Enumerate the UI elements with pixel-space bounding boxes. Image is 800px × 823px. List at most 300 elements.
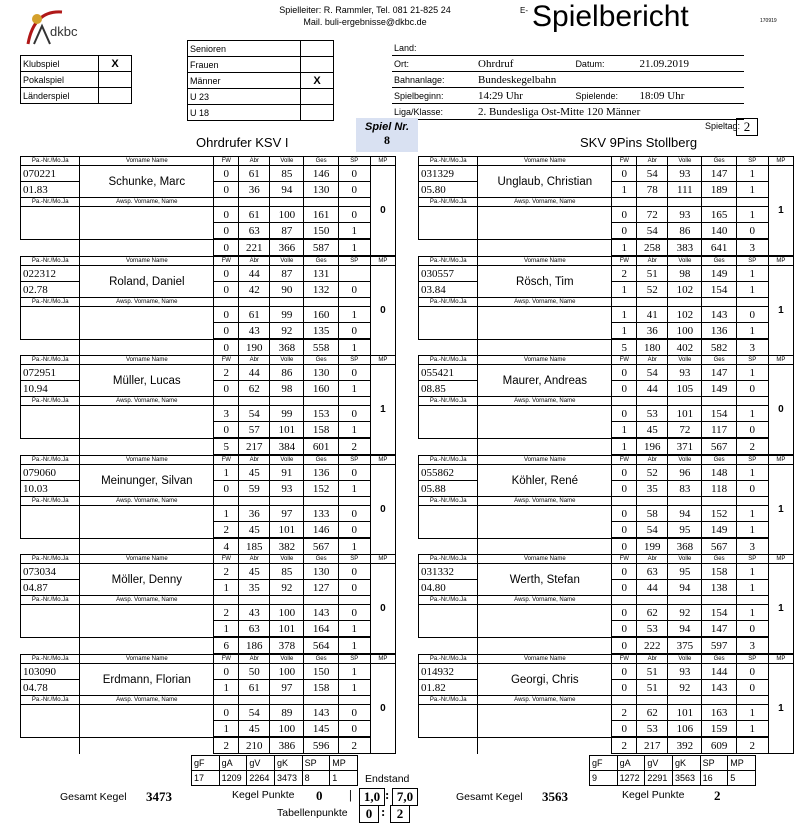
fw-cell[interactable]: 2 — [214, 365, 239, 381]
sp-cell[interactable]: 0 — [338, 166, 370, 182]
sp-cell[interactable]: 0 — [736, 223, 768, 240]
fw-cell[interactable]: 2 — [612, 266, 637, 282]
ges-cell[interactable]: 136 — [304, 465, 338, 481]
sp-cell[interactable]: 0 — [338, 207, 370, 223]
substitute-id[interactable] — [419, 406, 478, 439]
volle-cell[interactable]: 94 — [270, 182, 304, 198]
abr-cell[interactable]: 61 — [239, 166, 270, 182]
total-fw[interactable]: 0 — [612, 637, 637, 654]
ges-cell[interactable]: 130 — [304, 564, 338, 580]
ges-cell[interactable]: 147 — [702, 365, 736, 381]
bahn-value[interactable]: Bundeskegelbahn — [476, 72, 744, 88]
player-id[interactable]: 073034 — [21, 564, 80, 580]
abr-cell[interactable]: 51 — [637, 680, 668, 696]
volle-cell[interactable]: 102 — [668, 282, 702, 298]
category-mark[interactable]: X — [301, 73, 334, 89]
fw-cell[interactable]: 0 — [214, 223, 239, 240]
ges-cell[interactable]: 135 — [304, 323, 338, 340]
player-birth[interactable]: 03.84 — [419, 282, 478, 298]
ges-cell[interactable]: 158 — [304, 422, 338, 439]
total-ges[interactable]: 564 — [304, 637, 338, 654]
volle-cell[interactable]: 72 — [668, 422, 702, 439]
ges-cell[interactable]: 143 — [304, 705, 338, 721]
ges-cell[interactable]: 189 — [702, 182, 736, 198]
total-abr[interactable]: 196 — [637, 438, 668, 455]
total-ges[interactable]: 596 — [304, 737, 338, 754]
game-type-mark[interactable]: X — [99, 56, 132, 72]
abr-cell[interactable]: 72 — [637, 207, 668, 223]
total-sp[interactable]: 3 — [736, 538, 768, 555]
player-birth[interactable]: 08.85 — [419, 381, 478, 397]
sp-cell[interactable]: 0 — [338, 406, 370, 422]
fw-cell[interactable]: 0 — [612, 166, 637, 182]
ort-value[interactable]: Ohrdruf — [476, 56, 573, 72]
volle-cell[interactable]: 100 — [270, 664, 304, 680]
volle-cell[interactable]: 106 — [668, 721, 702, 738]
total-abr[interactable]: 190 — [239, 339, 270, 356]
total-abr[interactable]: 217 — [239, 438, 270, 455]
volle-cell[interactable]: 93 — [668, 365, 702, 381]
abr-cell[interactable]: 52 — [637, 282, 668, 298]
substitute-id[interactable] — [21, 406, 80, 439]
total-ges[interactable]: 567 — [304, 538, 338, 555]
volle-cell[interactable]: 95 — [668, 522, 702, 539]
total-volle[interactable]: 382 — [270, 538, 304, 555]
total-sp[interactable]: 2 — [338, 737, 370, 754]
fw-cell[interactable]: 1 — [214, 680, 239, 696]
mp-cell[interactable]: 1 — [768, 564, 793, 654]
player-id[interactable]: 079060 — [21, 465, 80, 481]
sp-cell[interactable]: 1 — [736, 323, 768, 340]
fw-cell[interactable]: 0 — [612, 580, 637, 596]
total-abr[interactable]: 258 — [637, 239, 668, 256]
player-id[interactable]: 055421 — [419, 365, 478, 381]
abr-cell[interactable]: 54 — [637, 223, 668, 240]
sp-cell[interactable]: 0 — [338, 522, 370, 539]
player-name[interactable]: Müller, Lucas — [80, 365, 214, 397]
sp-cell[interactable]: 1 — [338, 223, 370, 240]
volle-cell[interactable]: 100 — [270, 721, 304, 738]
ges-cell[interactable]: 143 — [702, 680, 736, 696]
sp-cell[interactable]: 1 — [736, 705, 768, 721]
volle-cell[interactable]: 105 — [668, 381, 702, 397]
total-ges[interactable]: 587 — [304, 239, 338, 256]
substitute-id[interactable] — [21, 207, 80, 240]
fw-cell[interactable]: 0 — [214, 705, 239, 721]
mp-cell[interactable]: 1 — [768, 664, 793, 754]
substitute-id[interactable] — [419, 307, 478, 340]
land-value[interactable] — [476, 40, 744, 56]
fw-cell[interactable]: 0 — [214, 307, 239, 323]
fw-cell[interactable]: 0 — [214, 422, 239, 439]
substitute-name[interactable] — [478, 307, 612, 340]
sp-cell[interactable]: 1 — [736, 207, 768, 223]
ges-cell[interactable]: 154 — [702, 605, 736, 621]
volle-cell[interactable]: 101 — [270, 522, 304, 539]
volle-cell[interactable]: 99 — [270, 406, 304, 422]
player-id[interactable]: 031329 — [419, 166, 478, 182]
total-sp[interactable]: 2 — [736, 438, 768, 455]
ges-cell[interactable]: 132 — [304, 282, 338, 298]
player-birth[interactable]: 10.94 — [21, 381, 80, 397]
player-birth[interactable]: 01.82 — [419, 680, 478, 696]
volle-cell[interactable]: 111 — [668, 182, 702, 198]
abr-cell[interactable]: 43 — [239, 605, 270, 621]
mp-cell[interactable]: 0 — [370, 465, 395, 555]
fw-cell[interactable]: 1 — [214, 721, 239, 738]
sp-cell[interactable]: 0 — [338, 282, 370, 298]
player-birth[interactable]: 02.78 — [21, 282, 80, 298]
fw-cell[interactable]: 0 — [612, 465, 637, 481]
sp-cell[interactable]: 1 — [736, 721, 768, 738]
total-volle[interactable]: 368 — [270, 339, 304, 356]
ende-value[interactable]: 18:09 Uhr — [637, 88, 744, 104]
sp-cell[interactable]: 1 — [338, 664, 370, 680]
sp-cell[interactable]: 0 — [338, 721, 370, 738]
ges-cell[interactable]: 127 — [304, 580, 338, 596]
abr-cell[interactable]: 36 — [239, 182, 270, 198]
total-volle[interactable]: 368 — [668, 538, 702, 555]
sp-cell[interactable]: 0 — [338, 182, 370, 198]
player-birth[interactable]: 04.78 — [21, 680, 80, 696]
ges-cell[interactable]: 149 — [702, 381, 736, 397]
game-type-mark[interactable] — [99, 72, 132, 88]
sp-cell[interactable]: 1 — [736, 564, 768, 580]
total-sp[interactable]: 1 — [338, 538, 370, 555]
fw-cell[interactable]: 0 — [612, 481, 637, 497]
abr-cell[interactable]: 45 — [239, 465, 270, 481]
volle-cell[interactable]: 85 — [270, 564, 304, 580]
player-name[interactable]: Schunke, Marc — [80, 166, 214, 198]
volle-cell[interactable]: 102 — [668, 307, 702, 323]
sp-cell[interactable]: 1 — [338, 381, 370, 397]
ges-cell[interactable]: 117 — [702, 422, 736, 439]
volle-cell[interactable]: 92 — [668, 605, 702, 621]
total-ges[interactable]: 597 — [702, 637, 736, 654]
fw-cell[interactable]: 1 — [612, 307, 637, 323]
total-fw[interactable]: 0 — [214, 239, 239, 256]
total-volle[interactable]: 383 — [668, 239, 702, 256]
abr-cell[interactable]: 51 — [637, 266, 668, 282]
fw-cell[interactable]: 0 — [612, 506, 637, 522]
fw-cell[interactable]: 2 — [612, 705, 637, 721]
fw-cell[interactable]: 2 — [214, 605, 239, 621]
fw-cell[interactable]: 0 — [612, 381, 637, 397]
category-mark[interactable] — [301, 41, 334, 57]
fw-cell[interactable]: 1 — [214, 506, 239, 522]
volle-cell[interactable]: 87 — [270, 266, 304, 282]
player-name[interactable]: Unglaub, Christian — [478, 166, 612, 198]
fw-cell[interactable]: 0 — [612, 680, 637, 696]
substitute-name[interactable] — [478, 506, 612, 539]
substitute-name[interactable] — [478, 207, 612, 240]
player-birth[interactable]: 04.87 — [21, 580, 80, 596]
total-ges[interactable]: 609 — [702, 737, 736, 754]
sp-cell[interactable]: 0 — [338, 323, 370, 340]
ges-cell[interactable]: 161 — [304, 207, 338, 223]
total-abr[interactable]: 199 — [637, 538, 668, 555]
player-name[interactable]: Werth, Stefan — [478, 564, 612, 596]
fw-cell[interactable]: 1 — [214, 465, 239, 481]
sp-cell[interactable]: 0 — [338, 506, 370, 522]
ges-cell[interactable]: 146 — [304, 522, 338, 539]
sp-cell[interactable]: 0 — [736, 664, 768, 680]
ges-cell[interactable]: 160 — [304, 307, 338, 323]
sp-cell[interactable]: 0 — [736, 621, 768, 638]
player-id[interactable]: 103090 — [21, 664, 80, 680]
substitute-name[interactable] — [80, 207, 214, 240]
volle-cell[interactable]: 85 — [270, 166, 304, 182]
substitute-id[interactable] — [419, 506, 478, 539]
ges-cell[interactable]: 165 — [702, 207, 736, 223]
abr-cell[interactable]: 54 — [637, 365, 668, 381]
fw-cell[interactable]: 0 — [214, 323, 239, 340]
player-name[interactable]: Köhler, René — [478, 465, 612, 497]
volle-cell[interactable]: 92 — [668, 680, 702, 696]
player-id[interactable]: 031332 — [419, 564, 478, 580]
player-birth[interactable]: 10.03 — [21, 481, 80, 497]
total-abr[interactable]: 210 — [239, 737, 270, 754]
ges-cell[interactable]: 158 — [304, 680, 338, 696]
substitute-id[interactable] — [21, 307, 80, 340]
volle-cell[interactable]: 101 — [668, 705, 702, 721]
abr-cell[interactable]: 45 — [239, 721, 270, 738]
player-name[interactable]: Erdmann, Florian — [80, 664, 214, 696]
player-name[interactable]: Maurer, Andreas — [478, 365, 612, 397]
total-ges[interactable]: 601 — [304, 438, 338, 455]
volle-cell[interactable]: 96 — [668, 465, 702, 481]
abr-cell[interactable]: 44 — [637, 381, 668, 397]
player-birth[interactable]: 01.83 — [21, 182, 80, 198]
sp-cell[interactable]: 1 — [736, 522, 768, 539]
total-ges[interactable]: 558 — [304, 339, 338, 356]
sp-cell[interactable]: 0 — [338, 365, 370, 381]
abr-cell[interactable]: 61 — [239, 207, 270, 223]
fw-cell[interactable]: 0 — [612, 664, 637, 680]
sp-cell[interactable]: 1 — [736, 506, 768, 522]
abr-cell[interactable]: 51 — [637, 664, 668, 680]
total-fw[interactable]: 4 — [214, 538, 239, 555]
ges-cell[interactable]: 133 — [304, 506, 338, 522]
fw-cell[interactable]: 0 — [612, 564, 637, 580]
fw-cell[interactable]: 1 — [612, 282, 637, 298]
player-birth[interactable]: 04.80 — [419, 580, 478, 596]
total-ges[interactable]: 582 — [702, 339, 736, 356]
fw-cell[interactable]: 1 — [214, 580, 239, 596]
fw-cell[interactable]: 0 — [612, 522, 637, 539]
mp-cell[interactable]: 0 — [370, 266, 395, 356]
volle-cell[interactable]: 92 — [270, 323, 304, 340]
mp-cell[interactable]: 0 — [370, 664, 395, 754]
total-volle[interactable]: 375 — [668, 637, 702, 654]
sp-cell[interactable]: 1 — [736, 365, 768, 381]
fw-cell[interactable]: 0 — [214, 481, 239, 497]
substitute-id[interactable] — [419, 705, 478, 738]
ges-cell[interactable]: 130 — [304, 365, 338, 381]
total-ges[interactable]: 567 — [702, 538, 736, 555]
sp-cell[interactable]: 1 — [736, 605, 768, 621]
total-volle[interactable]: 384 — [270, 438, 304, 455]
abr-cell[interactable]: 53 — [637, 621, 668, 638]
fw-cell[interactable]: 1 — [214, 621, 239, 638]
total-volle[interactable]: 392 — [668, 737, 702, 754]
sp-cell[interactable]: 1 — [338, 307, 370, 323]
fw-cell[interactable]: 0 — [612, 207, 637, 223]
substitute-name[interactable] — [80, 705, 214, 738]
fw-cell[interactable]: 1 — [612, 422, 637, 439]
total-sp[interactable]: 1 — [338, 637, 370, 654]
mp-cell[interactable]: 1 — [768, 166, 793, 256]
total-volle[interactable]: 386 — [270, 737, 304, 754]
ges-cell[interactable]: 143 — [702, 307, 736, 323]
total-ges[interactable]: 641 — [702, 239, 736, 256]
abr-cell[interactable]: 62 — [239, 381, 270, 397]
abr-cell[interactable]: 45 — [239, 522, 270, 539]
player-name[interactable]: Rösch, Tim — [478, 266, 612, 298]
abr-cell[interactable]: 54 — [239, 705, 270, 721]
fw-cell[interactable]: 0 — [612, 721, 637, 738]
volle-cell[interactable]: 101 — [270, 621, 304, 638]
fw-cell[interactable]: 1 — [612, 182, 637, 198]
volle-cell[interactable]: 83 — [668, 481, 702, 497]
ges-cell[interactable]: 131 — [304, 266, 338, 282]
abr-cell[interactable]: 61 — [239, 680, 270, 696]
sp-cell[interactable]: 1 — [736, 282, 768, 298]
substitute-id[interactable] — [21, 506, 80, 539]
abr-cell[interactable]: 54 — [239, 406, 270, 422]
total-sp[interactable]: 2 — [736, 737, 768, 754]
abr-cell[interactable]: 42 — [239, 282, 270, 298]
mp-cell[interactable]: 0 — [370, 564, 395, 654]
volle-cell[interactable]: 93 — [668, 166, 702, 182]
substitute-name[interactable] — [478, 406, 612, 439]
ges-cell[interactable]: 164 — [304, 621, 338, 638]
volle-cell[interactable]: 93 — [668, 207, 702, 223]
substitute-id[interactable] — [21, 705, 80, 738]
fw-cell[interactable]: 0 — [612, 365, 637, 381]
ges-cell[interactable]: 154 — [702, 282, 736, 298]
abr-cell[interactable]: 44 — [239, 266, 270, 282]
player-birth[interactable]: 05.80 — [419, 182, 478, 198]
fw-cell[interactable]: 0 — [612, 406, 637, 422]
player-birth[interactable]: 05.88 — [419, 481, 478, 497]
volle-cell[interactable]: 98 — [668, 266, 702, 282]
player-name[interactable]: Möller, Denny — [80, 564, 214, 596]
fw-cell[interactable]: 2 — [214, 564, 239, 580]
substitute-id[interactable] — [21, 605, 80, 638]
volle-cell[interactable]: 97 — [270, 506, 304, 522]
ges-cell[interactable]: 118 — [702, 481, 736, 497]
fw-cell[interactable]: 0 — [612, 223, 637, 240]
abr-cell[interactable]: 44 — [239, 365, 270, 381]
abr-cell[interactable]: 53 — [637, 406, 668, 422]
sp-cell[interactable]: 0 — [736, 680, 768, 696]
total-volle[interactable]: 378 — [270, 637, 304, 654]
abr-cell[interactable]: 54 — [637, 522, 668, 539]
total-abr[interactable]: 222 — [637, 637, 668, 654]
category-mark[interactable] — [301, 105, 334, 121]
abr-cell[interactable]: 59 — [239, 481, 270, 497]
fw-cell[interactable]: 0 — [214, 266, 239, 282]
total-sp[interactable]: 3 — [736, 239, 768, 256]
total-abr[interactable]: 217 — [637, 737, 668, 754]
total-volle[interactable]: 402 — [668, 339, 702, 356]
volle-cell[interactable]: 101 — [270, 422, 304, 439]
volle-cell[interactable]: 92 — [270, 580, 304, 596]
fw-cell[interactable]: 2 — [214, 522, 239, 539]
sp-cell[interactable]: 0 — [736, 381, 768, 397]
volle-cell[interactable]: 86 — [270, 365, 304, 381]
fw-cell[interactable]: 0 — [214, 207, 239, 223]
sp-cell[interactable]: 0 — [338, 465, 370, 481]
fw-cell[interactable]: 0 — [612, 605, 637, 621]
abr-cell[interactable]: 61 — [239, 307, 270, 323]
volle-cell[interactable]: 94 — [668, 580, 702, 596]
sp-cell[interactable]: 0 — [338, 705, 370, 721]
mp-cell[interactable]: 1 — [768, 465, 793, 555]
sp-cell[interactable]: 0 — [338, 564, 370, 580]
substitute-id[interactable] — [419, 605, 478, 638]
abr-cell[interactable]: 53 — [637, 721, 668, 738]
total-fw[interactable]: 0 — [214, 339, 239, 356]
fw-cell[interactable]: 3 — [214, 406, 239, 422]
total-fw[interactable]: 1 — [612, 239, 637, 256]
abr-cell[interactable]: 63 — [239, 223, 270, 240]
sp-cell[interactable]: 0 — [338, 605, 370, 621]
volle-cell[interactable]: 97 — [270, 680, 304, 696]
ges-cell[interactable]: 153 — [304, 406, 338, 422]
abr-cell[interactable]: 44 — [637, 580, 668, 596]
mp-cell[interactable]: 0 — [768, 365, 793, 455]
sp-cell[interactable]: 0 — [338, 580, 370, 596]
total-sp[interactable]: 1 — [338, 239, 370, 256]
abr-cell[interactable]: 45 — [637, 422, 668, 439]
abr-cell[interactable]: 63 — [637, 564, 668, 580]
total-fw[interactable]: 2 — [214, 737, 239, 754]
ges-cell[interactable]: 143 — [304, 605, 338, 621]
sp-cell[interactable]: 1 — [736, 580, 768, 596]
mp-cell[interactable]: 1 — [768, 266, 793, 356]
substitute-name[interactable] — [80, 307, 214, 340]
total-abr[interactable]: 186 — [239, 637, 270, 654]
total-fw[interactable]: 1 — [612, 438, 637, 455]
volle-cell[interactable]: 98 — [270, 381, 304, 397]
player-id[interactable]: 030557 — [419, 266, 478, 282]
total-sp[interactable]: 2 — [338, 438, 370, 455]
abr-cell[interactable]: 35 — [637, 481, 668, 497]
ges-cell[interactable]: 130 — [304, 182, 338, 198]
abr-cell[interactable]: 78 — [637, 182, 668, 198]
ges-cell[interactable]: 136 — [702, 323, 736, 340]
ges-cell[interactable]: 149 — [702, 266, 736, 282]
player-name[interactable]: Georgi, Chris — [478, 664, 612, 696]
ges-cell[interactable]: 150 — [304, 664, 338, 680]
ges-cell[interactable]: 158 — [702, 564, 736, 580]
sp-cell[interactable]: 1 — [338, 680, 370, 696]
volle-cell[interactable]: 86 — [668, 223, 702, 240]
player-id[interactable]: 055862 — [419, 465, 478, 481]
abr-cell[interactable]: 62 — [637, 705, 668, 721]
player-id[interactable]: 070221 — [21, 166, 80, 182]
abr-cell[interactable]: 36 — [637, 323, 668, 340]
ges-cell[interactable]: 152 — [304, 481, 338, 497]
volle-cell[interactable]: 100 — [270, 605, 304, 621]
fw-cell[interactable]: 0 — [214, 182, 239, 198]
total-volle[interactable]: 371 — [668, 438, 702, 455]
mp-cell[interactable]: 0 — [370, 166, 395, 256]
ges-cell[interactable]: 159 — [702, 721, 736, 738]
total-sp[interactable]: 3 — [736, 339, 768, 356]
